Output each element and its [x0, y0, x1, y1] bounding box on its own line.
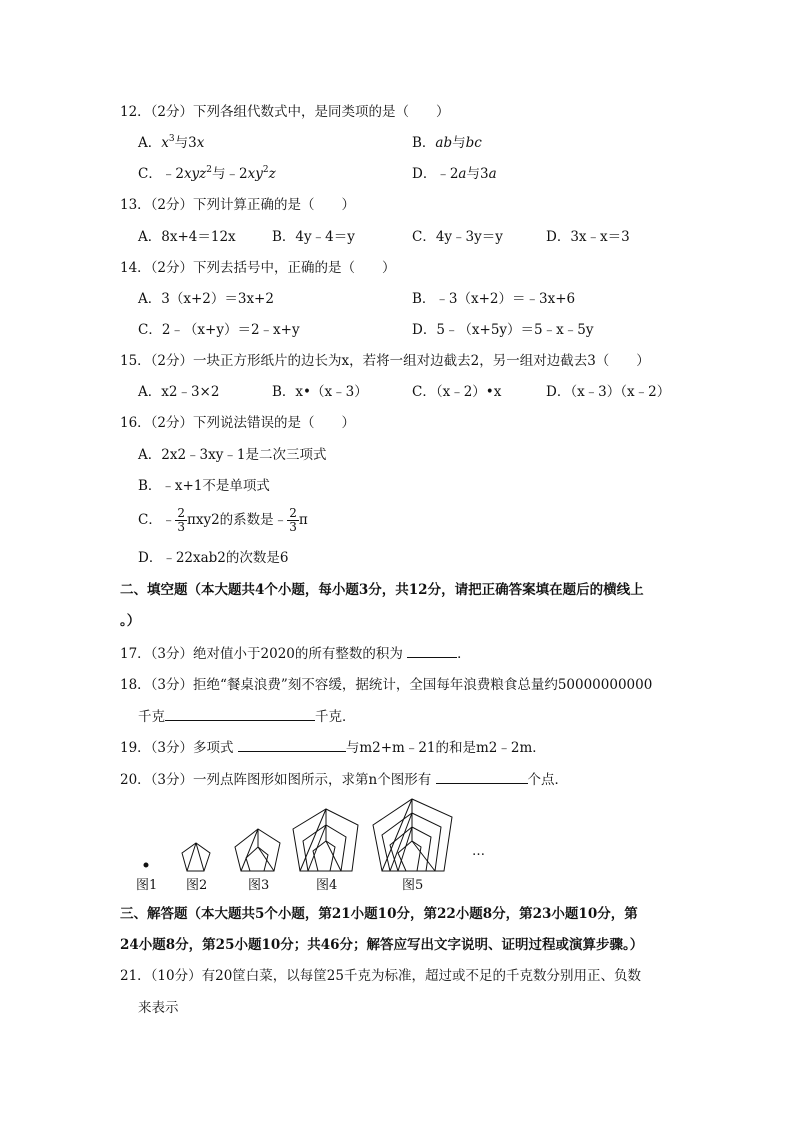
figure-label-1: 图1 [136, 878, 158, 893]
figure-1-dot [144, 863, 148, 867]
q16-stem: 16．（2分）下列说法错误的是（ ） [120, 415, 356, 431]
answer-blank[interactable] [238, 737, 346, 752]
answer-blank[interactable] [436, 769, 528, 784]
q14-option-a: A．3（x+2）＝3x+2 [138, 291, 274, 307]
q13-option-d: D．3x﹣x＝3 [546, 229, 630, 245]
q15-option-c: C．（x﹣2）•x [412, 384, 502, 400]
fraction: $\frac{2}{3}$ [177, 506, 185, 534]
q15-option-a: A．x2﹣3×2 [138, 384, 220, 400]
q15-option-b: B．x•（x﹣3） [272, 384, 368, 400]
q21: 21．（10分）有20筐白菜，以每筐25千克为标准，超过或不足的千克数分别用正、负数 [120, 968, 641, 984]
answer-blank[interactable] [407, 643, 457, 658]
section-3-heading-cont: 24小题8分，第25小题10分；共46分；解答应写出文字说明、证明过程或演算步骤。） [120, 937, 644, 953]
q16-option-b: B．﹣x+1不是单项式 [138, 478, 270, 494]
q18-cont: 千克 千克． [138, 706, 356, 727]
q13-option-b: B．4y﹣4＝y [272, 229, 355, 245]
figure-label-3: 图3 [248, 878, 270, 893]
q15-stem: 15．（2分）一块正方形纸片的边长为x，若将一组对边截去2，另一组对边截去3（ ） [120, 353, 650, 369]
q12-option-d: D．﹣2a与3a [412, 166, 497, 182]
section-2-heading: 二、填空题（本大题共4个小题，每小题3分，共12分，请把正确答案填在题后的横线上 [120, 582, 644, 598]
q12-stem: 12．（2分）下列各组代数式中，是同类项的是（ ） [120, 104, 450, 120]
section-3-heading: 三、解答题（本大题共5个小题，第21小题10分，第22小题8分，第23小题10分，第 [120, 906, 638, 922]
q16-option-d: D．﹣22xab2的次数是6 [138, 550, 289, 566]
q12-option-c: C．﹣2xyz$^2$与$﹣2xy^2z$ [138, 165, 276, 182]
q12-option-b: B．ab与bc [412, 135, 482, 151]
fraction: $\frac{2}{3}$ [289, 506, 297, 534]
q13-option-c: C．4y﹣3y＝y [412, 229, 503, 245]
q16-option-c: C．﹣ $\frac{2}{3}$ πxy2的系数是﹣ $\frac{2}{3}$ π [138, 506, 308, 534]
q14-option-d: D．5﹣（x+5y）＝5﹣x﹣5y [412, 322, 594, 338]
figure-4 [293, 809, 358, 871]
q17: 17．（3分）绝对值小于2020的所有整数的积为 ． [120, 643, 471, 664]
figure-3 [235, 829, 280, 871]
answer-blank[interactable] [165, 706, 315, 721]
figures-ellipsis: … [472, 844, 485, 859]
dot-pattern-figures [130, 795, 500, 895]
q14-stem: 14．（2分）下列去括号中，正确的是（ ） [120, 260, 396, 276]
q14-option-c: C．2﹣（x+y）＝2﹣x+y [138, 322, 300, 338]
q21-cont: 来表示 [138, 1000, 179, 1016]
q18: 18．（3分）拒绝“餐桌浪费”刻不容缓，据统计，全国每年浪费粮食总量约50000000000 [120, 677, 653, 693]
figure-label-5: 图5 [402, 878, 424, 893]
figure-2 [182, 843, 210, 871]
section-2-heading-cont: 。） [120, 613, 141, 629]
q16-option-a: A．2x2﹣3xy﹣1是二次三项式 [138, 447, 327, 463]
q13-stem: 13．（2分）下列计算正确的是（ ） [120, 197, 356, 213]
q19: 19．（3分）多项式 与m2+m﹣21的和是m2﹣2m． [120, 737, 546, 758]
q13-option-a: A．8x+4＝12x [138, 229, 236, 245]
q12-option-a: A．$x^3$与3x [138, 134, 205, 151]
q15-option-d: D．（x﹣3）（x﹣2） [546, 384, 671, 400]
figure-label-2: 图2 [186, 878, 208, 893]
q14-option-b: B．﹣3（x+2）＝﹣3x+6 [412, 291, 576, 307]
q20: 20．（3分）一列点阵图形如图所示，求第n个图形有 个点． [120, 769, 568, 790]
figure-label-4: 图4 [316, 878, 338, 893]
figure-5 [373, 799, 452, 871]
